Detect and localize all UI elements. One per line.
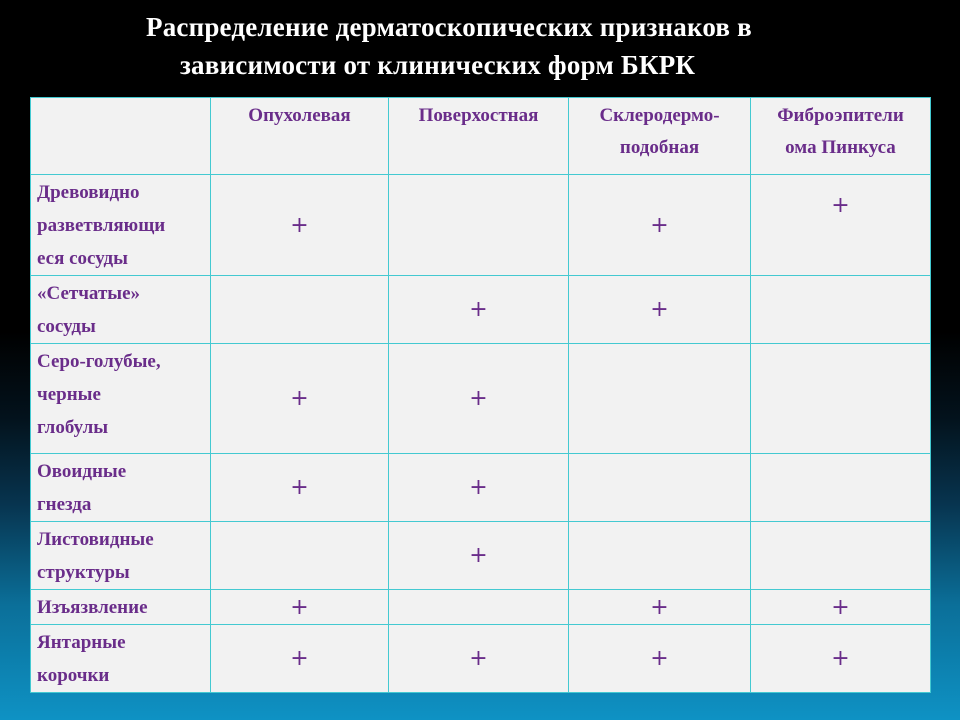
table-cell: + (569, 590, 751, 625)
table-cell: + (569, 276, 751, 344)
table-row (31, 454, 931, 522)
row-label-line: корочки (37, 665, 110, 686)
column-header-line: Опухолевая (248, 105, 351, 126)
table-cell: + (389, 625, 569, 693)
slide-title-line-2: зависимости от клинических форм БКРК (180, 50, 696, 80)
table-cell: + (211, 175, 389, 276)
row-label (31, 625, 211, 693)
table-cell: + (211, 625, 389, 693)
column-header-pinkus (751, 98, 931, 175)
table-cell: + (569, 625, 751, 693)
table-cell: + (211, 454, 389, 522)
slide-title (110, 8, 870, 84)
row-label-line: разветвляющи (37, 215, 166, 236)
row-label (31, 175, 211, 276)
row-label-line: еся сосуды (37, 248, 128, 269)
table-cell: + (751, 625, 931, 693)
row-label-line: Янтарные (37, 632, 126, 653)
row-label (31, 590, 211, 625)
table-cell (211, 522, 389, 590)
table-cell (389, 175, 569, 276)
row-label-line: глобулы (37, 417, 109, 438)
row-label-line: гнезда (37, 494, 92, 515)
row-label-line: структуры (37, 562, 130, 583)
row-label (31, 522, 211, 590)
table-cell: + (751, 175, 931, 276)
table-cell: + (389, 276, 569, 344)
table-row (31, 175, 931, 276)
row-label-line: Листовидные (37, 529, 154, 550)
row-label-line: сосуды (37, 316, 96, 337)
table-row (31, 276, 931, 344)
column-header-tumor (211, 98, 389, 175)
table-cell: + (211, 590, 389, 625)
table-cell: + (389, 454, 569, 522)
column-header-line: подобная (619, 137, 700, 158)
row-label-line: Овоидные (37, 461, 127, 482)
table-cell (389, 590, 569, 625)
features-table (30, 97, 931, 693)
table-cell: + (211, 344, 389, 454)
row-label (31, 344, 211, 454)
column-header-sclerodermiform (569, 98, 751, 175)
slide-title-line-1: Распределение дерматоскопических признаков в (146, 12, 752, 42)
table-row (31, 590, 931, 625)
row-label (31, 454, 211, 522)
table-cell: + (751, 590, 931, 625)
table-cell (751, 522, 931, 590)
table-cell (751, 344, 931, 454)
table-cell (751, 454, 931, 522)
column-header-line: ома Пинкуса (785, 137, 896, 158)
table-row (31, 344, 931, 454)
column-header-line: Фиброэпители (777, 105, 904, 126)
table-cell (751, 276, 931, 344)
table-cell: + (389, 344, 569, 454)
column-header-line: Склеродермо- (599, 105, 720, 126)
column-header-superficial (389, 98, 569, 175)
row-label-line: Изъязвление (37, 597, 148, 618)
table-cell (569, 522, 751, 590)
table-cell (569, 344, 751, 454)
table-cell: + (569, 175, 751, 276)
table-header-row (31, 98, 931, 175)
table-row (31, 625, 931, 693)
column-header-line: Поверхостная (418, 105, 539, 126)
row-label-line: Серо-голубые, (37, 351, 161, 372)
table-cell (569, 454, 751, 522)
corner-cell (31, 98, 211, 175)
row-label-line: Древовидно (37, 182, 140, 203)
table-cell: + (389, 522, 569, 590)
table-row (31, 522, 931, 590)
row-label-line: черные (37, 384, 101, 405)
row-label (31, 276, 211, 344)
row-label-line: «Сетчатые» (37, 283, 141, 304)
table-cell (211, 276, 389, 344)
